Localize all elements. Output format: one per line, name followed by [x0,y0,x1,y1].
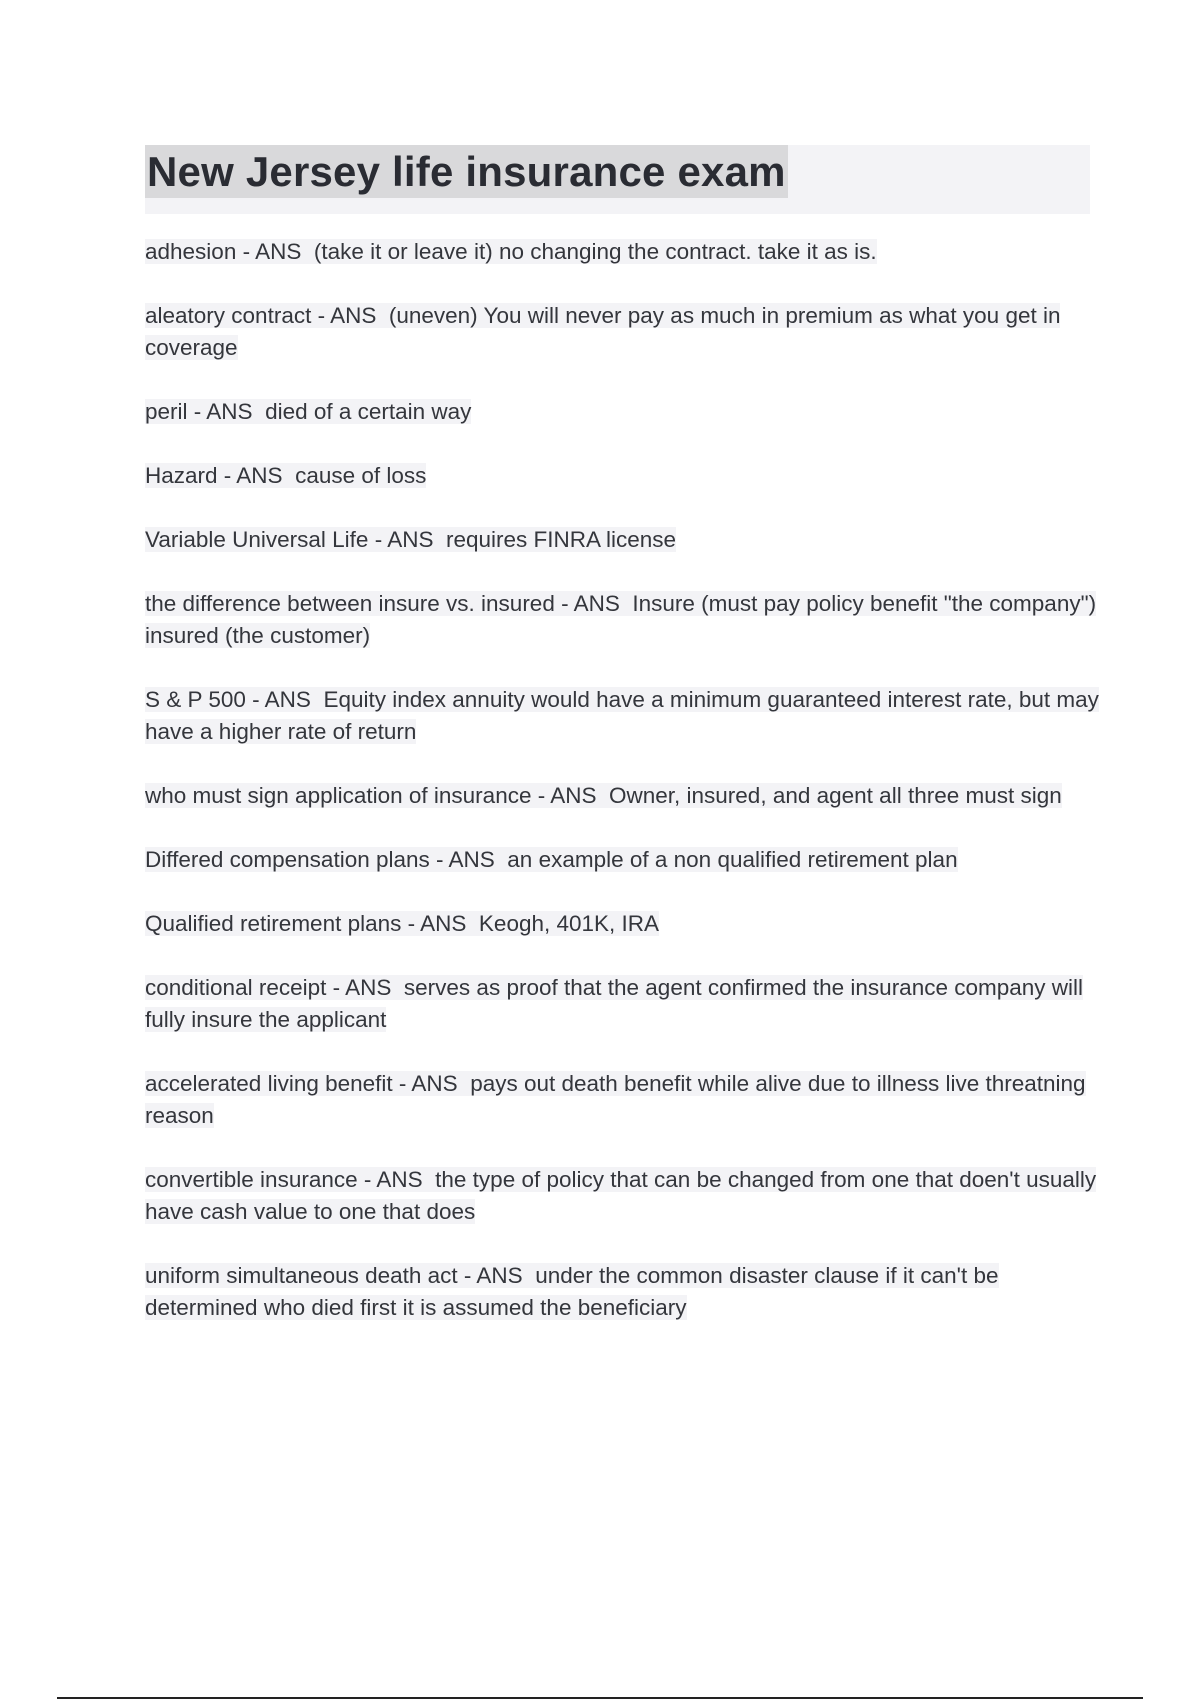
entry-answer: (take it or leave it) no changing the contract. take it as is. [313,239,877,264]
flashcard-entry [145,780,1100,812]
entry-answer: under the common disaster clause if it can't be determined who died first it is assumed the beneficiary [145,1263,999,1320]
entry-term: adhesion - ANS [145,239,302,264]
entry-term: Hazard - ANS [145,463,283,488]
flashcard-entry [145,684,1100,748]
flashcard-entry [145,588,1100,652]
entry-answer: an example of a non qualified retirement plan [507,847,958,872]
entry-answer: Equity index annuity would have a minimum guaranteed interest rate, but may have a higher rate of return [145,687,1099,744]
entry-term: Differed compensation plans - ANS [145,847,495,872]
flashcard-entry [145,460,1100,492]
page-bottom-rule [57,1697,1143,1699]
entry-term: aleatory contract - ANS [145,303,377,328]
entry-term: Variable Universal Life - ANS [145,527,434,552]
entry-term: accelerated living benefit - ANS [145,1071,458,1096]
entry-answer: died of a certain way [265,399,472,424]
entry-term: peril - ANS [145,399,253,424]
entry-answer: requires FINRA license [445,527,677,552]
entry-term: conditional receipt - ANS [145,975,392,1000]
flashcard-entry [145,908,1100,940]
entry-answer: cause of loss [295,463,427,488]
entry-term: convertible insurance - ANS [145,1167,423,1192]
entry-answer: pays out death benefit while alive due to illness live threatning reason [145,1071,1086,1128]
flashcard-entry [145,300,1100,364]
entry-term: Qualified retirement plans - ANS [145,911,467,936]
entry-answer: serves as proof that the agent confirmed the insurance company will fully insure the applicant [145,975,1084,1032]
entry-answer: (uneven) You will never pay as much in premium as what you get in coverage [145,303,1061,360]
entry-term: who must sign application of insurance - ANS [145,783,597,808]
flashcard-entry [145,844,1100,876]
entry-term: uniform simultaneous death act - ANS [145,1263,523,1288]
entry-answer: Keogh, 401K, IRA [478,911,660,936]
flashcard-entry [145,524,1100,556]
entry-answer: Owner, insured, and agent all three must sign [609,783,1062,808]
flashcard-entry [145,396,1100,428]
flashcard-entry [145,1068,1100,1132]
document-title: New Jersey life insurance exam [145,145,788,198]
flashcard-entry [145,236,1100,268]
entry-answer: Insure (must pay policy benefit "the company") insured (the customer) [145,591,1097,648]
flashcard-list [145,236,1100,1356]
flashcard-entry [145,1260,1100,1324]
flashcard-entry [145,972,1100,1036]
flashcard-entry [145,1164,1100,1228]
entry-term: the difference between insure vs. insured - ANS [145,591,620,616]
entry-term: S & P 500 - ANS [145,687,311,712]
entry-answer: the type of policy that can be changed from one that doen't usually have cash value to one that does [145,1167,1097,1224]
